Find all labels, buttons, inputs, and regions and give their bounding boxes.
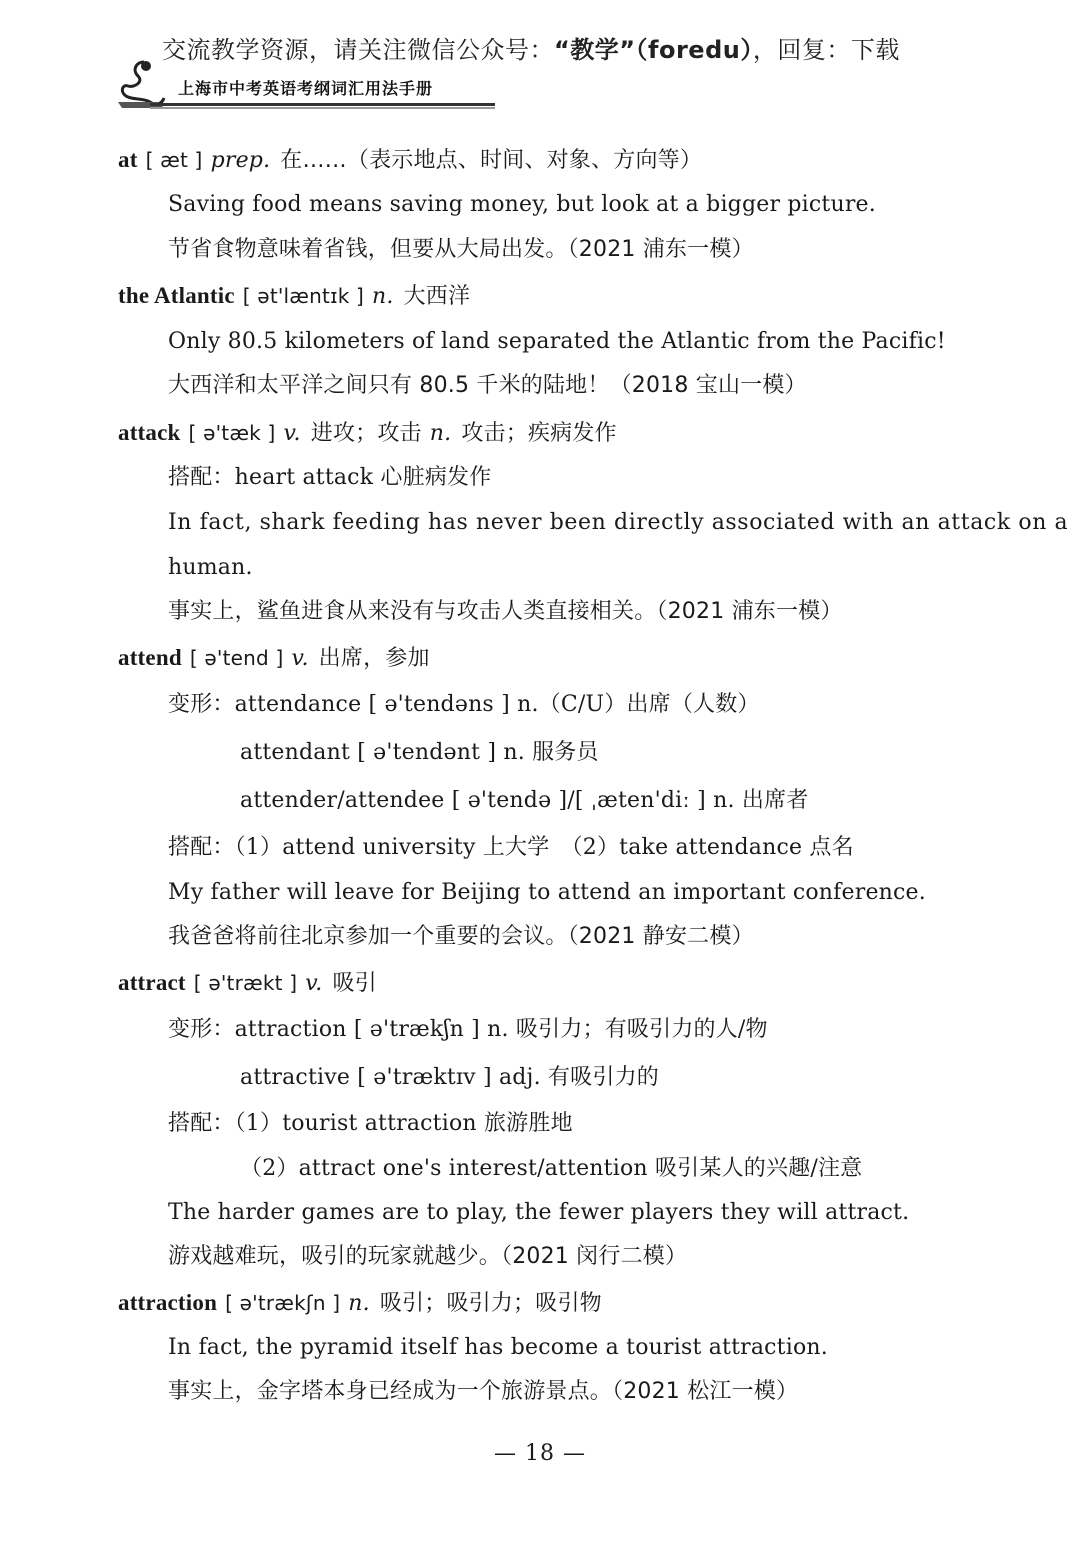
word-form: 变形：attraction [ ə'trækʃn ] n. 吸引力；有吸引力的人/物 [168, 1017, 768, 1042]
part-of-speech: n. [429, 421, 452, 446]
headword: attract [118, 970, 186, 995]
meaning: 进攻；攻击 [310, 421, 422, 446]
example-cn: 节省食物意味着省钱，但要从大局出发。（2021 浦东一模） [168, 237, 754, 262]
word-form: attender/attendee [ ə'tendə ]/[ ˌæten'diː ] n. 出席者 [240, 788, 809, 813]
collocation: 搭配：heart attack 心脏病发作 [168, 465, 492, 490]
part-of-speech: v. [305, 971, 323, 996]
meaning: 出席，参加 [318, 646, 430, 671]
phonetic: [ æt ] [145, 148, 203, 172]
entry-attack-headline [118, 418, 617, 449]
phonetic: [ ət'læntɪk ] [242, 284, 365, 308]
header-rule [150, 102, 495, 110]
part-of-speech: prep. [210, 148, 271, 173]
word-form: attractive [ ə'træktɪv ] adj. 有吸引力的 [240, 1065, 659, 1090]
phonetic: [ ə'trækʃn ] [225, 1291, 341, 1315]
book-title: 上海市中考英语考纲词汇用法手册 [178, 79, 434, 98]
phonetic: [ ə'trækt ] [193, 971, 298, 995]
headword: the Atlantic [118, 283, 235, 308]
part-of-speech: v. [283, 421, 301, 446]
entry-attend-headline [118, 643, 430, 674]
promo-banner [162, 30, 900, 65]
example-en: In fact, the pyramid itself has become a tourist attraction. [168, 1335, 828, 1360]
phonetic: [ ə'tæk ] [188, 421, 276, 445]
collocation: 搭配：（1）attend university 上大学 （2）take attendance 点名 [168, 835, 854, 860]
headword: at [118, 147, 138, 172]
entry-attract-headline [118, 968, 377, 999]
part-of-speech: n. [372, 284, 394, 309]
headword: attack [118, 420, 181, 445]
banner-account: “教学”（foredu） [554, 36, 753, 64]
example-cn: 游戏越难玩，吸引的玩家就越少。（2021 闵行二模） [168, 1244, 688, 1269]
phonetic: [ ə'tend ] [189, 646, 284, 670]
banner-suffix: ，回复：下载 [752, 36, 900, 64]
meaning: 大西洋 [403, 284, 471, 309]
page-number: — 18 — [494, 1441, 586, 1466]
part-of-speech: v. [291, 646, 309, 671]
example-en-continued: human. [168, 555, 253, 580]
collocation: （2）attract one's interest/attention 吸引某人的兴趣/注意 [240, 1156, 863, 1181]
meaning: 吸引；吸引力；吸引物 [379, 1291, 602, 1316]
meaning: 攻击；疾病发作 [461, 421, 617, 446]
word-form: attendant [ ə'tendənt ] n. 服务员 [240, 740, 599, 765]
collocation: 搭配：（1）tourist attraction 旅游胜地 [168, 1111, 573, 1136]
example-cn: 大西洋和太平洋之间只有 80.5 千米的陆地！（2018 宝山一模） [168, 373, 807, 398]
example-en: The harder games are to play, the fewer players they will attract. [168, 1200, 910, 1225]
example-cn: 事实上，金字塔本身已经成为一个旅游景点。（2021 松江一模） [168, 1379, 799, 1404]
entry-attraction-headline [118, 1288, 602, 1319]
part-of-speech: n. [348, 1291, 370, 1316]
entry-atlantic-headline [118, 281, 470, 312]
example-en: My father will leave for Beijing to attend an important conference. [168, 880, 926, 905]
example-en: Only 80.5 kilometers of land separated the Atlantic from the Pacific! [168, 329, 946, 354]
example-cn: 我爸爸将前往北京参加一个重要的会议。（2021 静安二模） [168, 924, 754, 949]
example-cn: 事实上，鲨鱼进食从来没有与攻击人类直接相关。（2021 浦东一模） [168, 599, 843, 624]
entry-at-headline [118, 145, 702, 176]
headword: attraction [118, 1290, 218, 1315]
meaning: 在……（表示地点、时间、对象、方向等） [280, 148, 703, 173]
meaning: 吸引 [332, 971, 377, 996]
example-en: In fact, shark feeding has never been directly associated with an attack on a [168, 510, 1069, 535]
banner-prefix: 交流教学资源，请关注微信公众号： [162, 36, 554, 64]
word-form: 变形：attendance [ ə'tendəns ] n.（C/U）出席（人数） [168, 692, 760, 717]
example-en: Saving food means saving money, but look at a bigger picture. [168, 192, 876, 217]
headword: attend [118, 645, 182, 670]
